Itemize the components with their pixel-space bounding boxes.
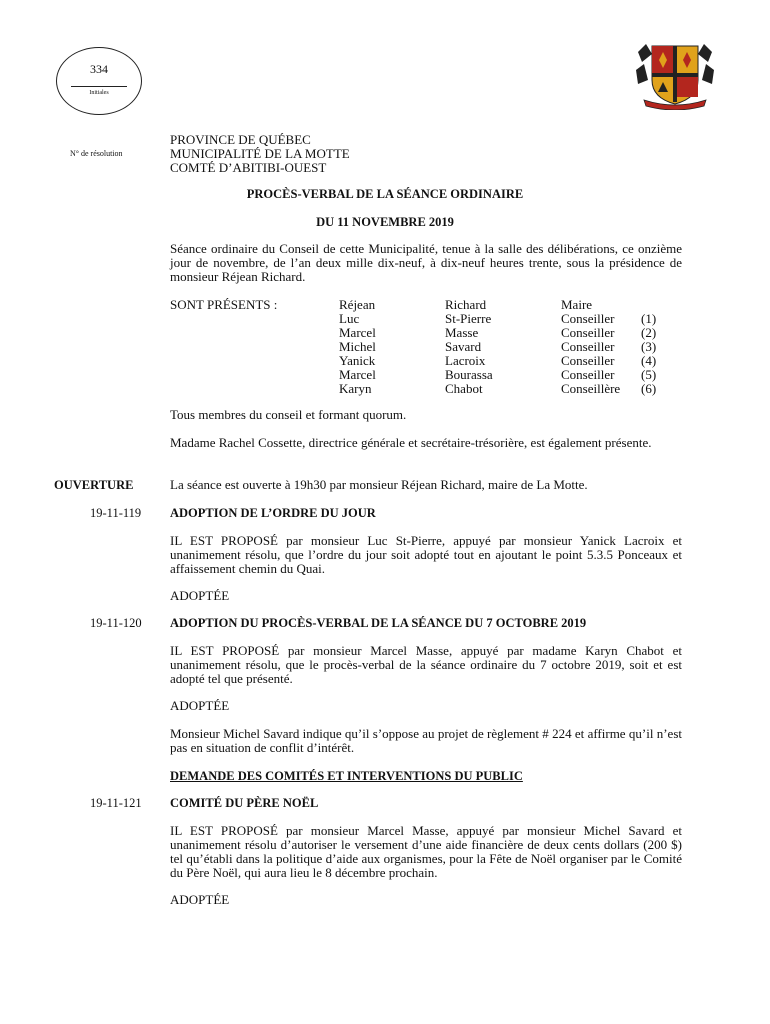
member-role: Maire	[561, 297, 593, 312]
member-seat: (5)	[641, 367, 657, 382]
resolution-number-label: N° de résolution	[70, 149, 123, 158]
header-province: PROVINCE DE QUÉBEC	[170, 132, 311, 147]
resolution-119-text: IL EST PROPOSÉ par monsieur Luc St-Pierre, appuyé par monsieur Yanick Lacroix et unanimement résolu, que l’ordre du jour soit adopté tout en ajoutant le point 5.3.5 Ponceaux et affaissement chemin du Quai.	[170, 533, 682, 576]
resolution-120-adopted: ADOPTÉE	[170, 698, 230, 713]
document-title: PROCÈS-VERBAL DE LA SÉANCE ORDINAIRE	[246, 187, 524, 201]
member-seat: (3)	[641, 339, 657, 354]
member-last: Masse	[445, 325, 479, 340]
member-last: Chabot	[445, 381, 483, 396]
resolution-119-number: 19-11-119	[90, 506, 142, 520]
member-seat: (1)	[641, 311, 657, 326]
intro-paragraph: Séance ordinaire du Conseil de cette Municipalité, tenue à la salle des délibérations, ce onzième jour de novembre, de l’an deux mille dix-neuf, à dix-neuf heures trente, sous la présidence de monsieur Réjean Richard.	[170, 241, 682, 284]
resolution-120-text: IL EST PROPOSÉ par monsieur Marcel Masse, appuyé par madame Karyn Chabot et unanimement résolu, que le procès-verbal de la séance ordinaire du 7 octobre 2019, soit et est adopté tel que présenté.	[170, 643, 682, 686]
resolution-121-number: 19-11-121	[90, 796, 142, 810]
header-county: COMTÉ D’ABITIBI-OUEST	[170, 160, 327, 175]
savard-opposition-note: Monsieur Michel Savard indique qu’il s’oppose au projet de règlement # 224 et affirme qu’il n’est pas en situation de conflit d’intérêt.	[170, 726, 682, 755]
header-municipality: MUNICIPALITÉ DE LA MOTTE	[170, 146, 350, 161]
member-first: Yanick	[339, 353, 376, 368]
member-first: Karyn	[339, 381, 372, 396]
initials-stamp	[56, 47, 142, 115]
resolution-120-title: ADOPTION DU PROCÈS-VERBAL DE LA SÉANCE DU 7 OCTOBRE 2019	[170, 616, 587, 630]
member-last: Lacroix	[445, 353, 486, 368]
member-seat: (4)	[641, 353, 657, 368]
dg-presence-text: Madame Rachel Cossette, directrice générale et secrétaire-trésorière, est également présente.	[170, 435, 652, 450]
stamp-line	[71, 86, 127, 87]
member-role: Conseiller	[561, 353, 615, 368]
stamp-label: Initiales	[89, 90, 109, 96]
member-first: Réjean	[339, 297, 376, 312]
resolution-121-adopted: ADOPTÉE	[170, 892, 230, 907]
municipal-crest-logo	[632, 40, 718, 110]
opening-text: La séance est ouverte à 19h30 par monsieur Réjean Richard, maire de La Motte.	[170, 477, 588, 492]
public-section-heading: DEMANDE DES COMITÉS ET INTERVENTIONS DU PUBLIC	[170, 769, 523, 783]
member-first: Marcel	[339, 325, 376, 340]
member-role: Conseiller	[561, 311, 615, 326]
resolution-120-number: 19-11-120	[90, 616, 142, 630]
present-label: SONT PRÉSENTS :	[170, 297, 278, 312]
member-last: Bourassa	[445, 367, 493, 382]
page-number: 334	[90, 62, 108, 76]
resolution-119-title: ADOPTION DE L’ORDRE DU JOUR	[170, 506, 376, 520]
quorum-text: Tous membres du conseil et formant quorum.	[170, 407, 407, 422]
member-last: St-Pierre	[445, 311, 492, 326]
member-seat: (6)	[641, 381, 657, 396]
document-date: DU 11 NOVEMBRE 2019	[316, 215, 454, 229]
member-role: Conseiller	[561, 339, 615, 354]
member-seat: (2)	[641, 325, 657, 340]
resolution-121-text: IL EST PROPOSÉ par monsieur Marcel Masse, appuyé par monsieur Michel Savard et unanimement résolu d’autoriser le versement d’une aide financière de deux cents dollars (200 $) tel qu’établi dans la politique d’aide aux organismes, pour la Fête de Noël organiser par le Comité du Père Noël, qui aura lieu le 8 décembre prochain.	[170, 823, 682, 880]
opening-label: OUVERTURE	[54, 478, 134, 492]
member-last: Richard	[445, 297, 487, 312]
member-first: Marcel	[339, 367, 376, 382]
member-role: Conseiller	[561, 367, 615, 382]
member-role: Conseiller	[561, 325, 615, 340]
member-first: Michel	[339, 339, 376, 354]
member-last: Savard	[445, 339, 482, 354]
member-role: Conseillère	[561, 381, 621, 396]
resolution-119-adopted: ADOPTÉE	[170, 588, 230, 603]
resolution-121-title: COMITÉ DU PÈRE NOËL	[170, 796, 319, 810]
member-first: Luc	[339, 311, 360, 326]
